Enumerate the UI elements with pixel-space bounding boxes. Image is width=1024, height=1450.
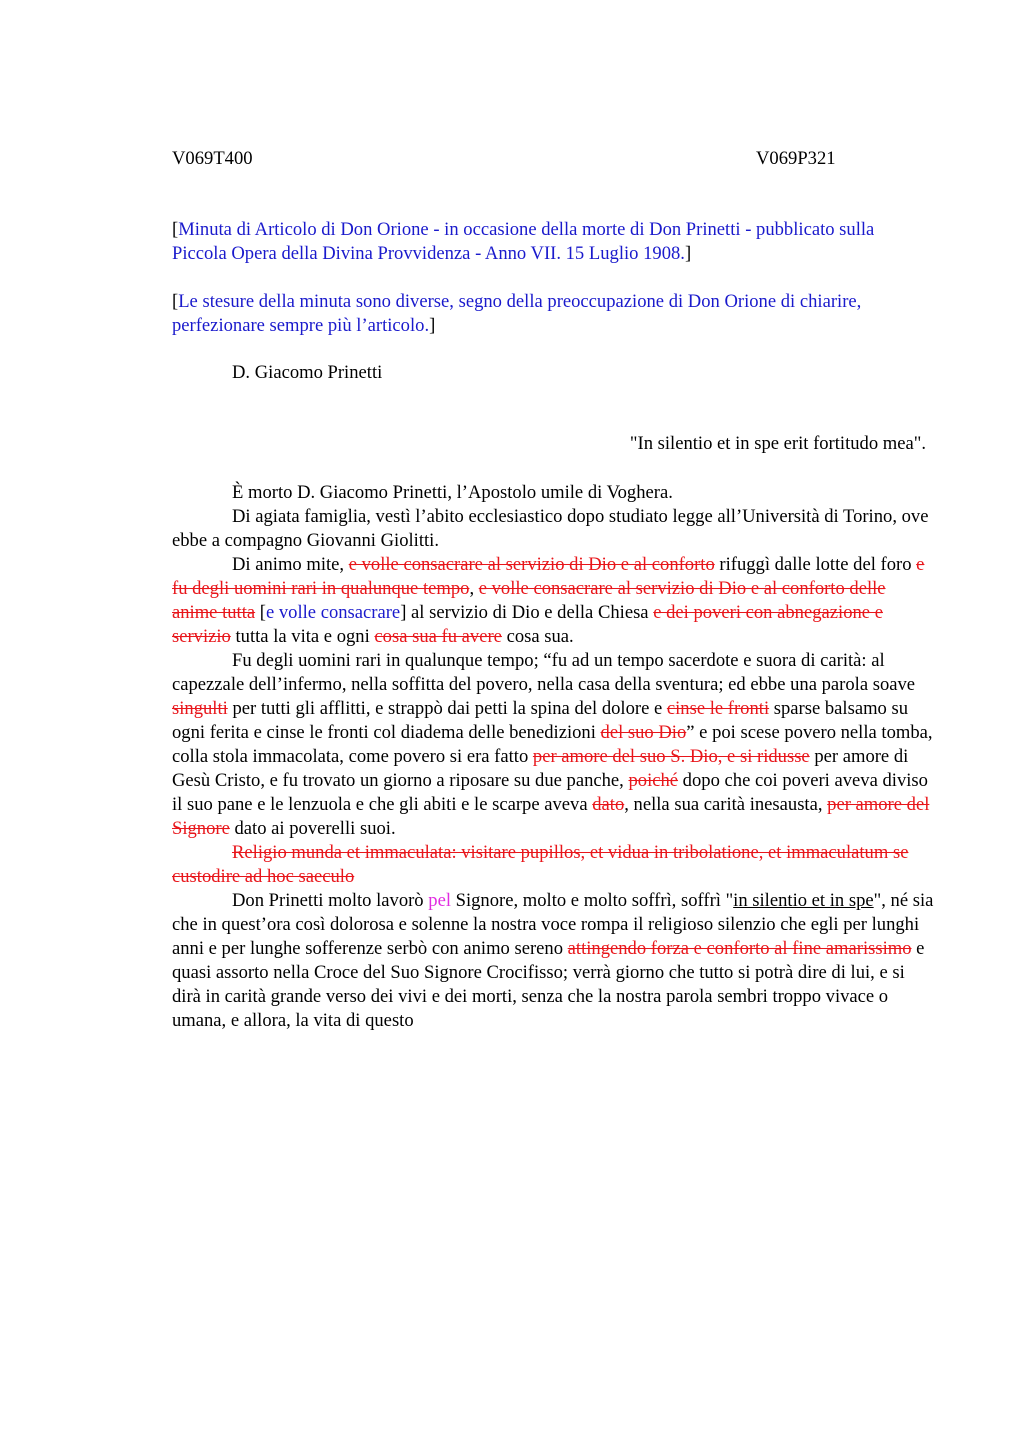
text-span: Don Prinetti molto lavorò xyxy=(232,890,429,911)
bracket-close: ] xyxy=(429,315,436,336)
header-left-code: V069T400 xyxy=(172,148,253,169)
text-span: sparse balsamo su ogni ferita e cinse le fronti col diadema delle benedizioni xyxy=(172,698,909,743)
text-span: cosa sua. xyxy=(501,626,574,647)
text-span: ” e poi scese povero nella tomba, colla stola immacolata, come povero si era fatto xyxy=(172,722,933,767)
inserted-text: e volle consacrare xyxy=(265,602,401,623)
paragraph-1: È morto D. Giacomo Prinetti, l’Apostolo umile di Voghera. xyxy=(232,482,673,503)
paragraph-5 xyxy=(172,841,934,889)
text-span: , nella sua carità inesausta, xyxy=(624,794,828,815)
deleted-text: cosa sua fu avere xyxy=(374,626,502,647)
text-span: ", né sia che in quest’ora così dolorosa e solenne la nostra voce rompa il religioso silenzio che egli per lunghi anni e per lunghe sofferenze serbò con animo sereno xyxy=(172,890,934,959)
editorial-note-2-text: Le stesure della minuta sono diverse, segno della preoccupazione di Don Orione di chiarire, perfezionare sempre più l’articolo. xyxy=(172,291,862,336)
deleted-text: e volle consacrare al servizio di Dio e al conforto delle anime tutta xyxy=(172,578,886,623)
text-span: dopo che coi poveri aveva diviso il suo pane e le lenzuola e che gli abiti e le scarpe aveva xyxy=(172,770,928,815)
deleted-text: del suo Dio xyxy=(600,722,687,743)
bracket-open: [ xyxy=(172,291,179,312)
bracket-close: ] xyxy=(684,243,692,264)
paragraph-3 xyxy=(172,553,934,649)
deleted-text: e volle consacrare al servizio di Dio e al conforto xyxy=(348,554,715,575)
paragraph-2: Di agiata famiglia, vestì l’abito ecclesiastico dopo studiato legge all’Università di Torino, ove ebbe a compagno Giovanni Giolitti. xyxy=(172,506,929,551)
text-span: , xyxy=(469,578,479,599)
underlined-text: in silentio et in spe xyxy=(733,890,874,911)
deleted-text: attingendo forza e conforto al fine amarissimo xyxy=(567,938,912,959)
deleted-text: per amore del Signore xyxy=(172,794,930,839)
bracket-open: [ xyxy=(172,219,179,240)
editorial-note-1 xyxy=(172,218,932,266)
deleted-text: e dei poveri con abnegazione e servizio xyxy=(172,602,883,647)
deleted-text: per amore del suo S. Dio, e si ridusse xyxy=(532,746,810,767)
text-span: dato ai poverelli suoi. xyxy=(229,818,396,839)
text-span: tutta la vita e ogni xyxy=(230,626,375,647)
header-right-code: V069P321 xyxy=(756,148,836,169)
deleted-text: Religio munda et immaculata: visitare pupillos, et vidua in tribolatione, et immaculatum se custodire ad hoc saeculo xyxy=(172,842,909,887)
motto-quote: "In silentio et in spe erit fortitudo mea". xyxy=(629,433,926,454)
text-span: e quasi assorto nella Croce del Suo Signore Crocifisso; verrà giorno che tutto si potrà dire di lui, e si dirà in carità grande verso dei vivi e dei morti, senza che la nostra parola sembri troppo vivace o umana, e allora, la vita di questo xyxy=(172,938,925,1031)
highlighted-text: pel xyxy=(428,890,451,911)
text-span: ] al servizio di Dio e della Chiesa xyxy=(400,602,654,623)
text-span: Fu degli uomini rari in qualunque tempo; “fu ad un tempo sacerdote e suora di carità: al capezzale dell’infermo, nella soffitta del povero, nella casa della sventura; ed ebbe una parola soave xyxy=(172,650,916,695)
editorial-note-2 xyxy=(172,290,932,338)
editorial-note-1-text: Minuta di Articolo di Don Orione - in occasione della morte di Don Prinetti - pubblicato sulla Piccola Opera della Divina Provvidenza - Anno VII. 15 Luglio 1908. xyxy=(172,219,875,264)
text-span: per amore di Gesù Cristo, e fu trovato un giorno a riposare su due panche, xyxy=(172,746,909,791)
text-span: [ xyxy=(255,602,266,623)
deleted-text: dato xyxy=(592,794,625,815)
text-span: Signore, molto e molto soffrì, soffrì " xyxy=(450,890,734,911)
text-span: per tutti gli afflitti, e strappò dai petti la spina del dolore e xyxy=(227,698,667,719)
article-body xyxy=(172,481,934,1033)
paragraph-4 xyxy=(172,649,934,841)
text-span: rifuggì dalle lotte del foro xyxy=(714,554,917,575)
article-title: D. Giacomo Prinetti xyxy=(232,362,383,383)
deleted-text: e fu degli uomini rari in qualunque tempo xyxy=(172,554,925,599)
text-span: Di animo mite, xyxy=(232,554,349,575)
deleted-text: singulti xyxy=(172,698,228,719)
deleted-text: poiché xyxy=(628,770,679,791)
deleted-text: cinse le fronti xyxy=(666,698,770,719)
paragraph-6 xyxy=(172,889,934,1033)
